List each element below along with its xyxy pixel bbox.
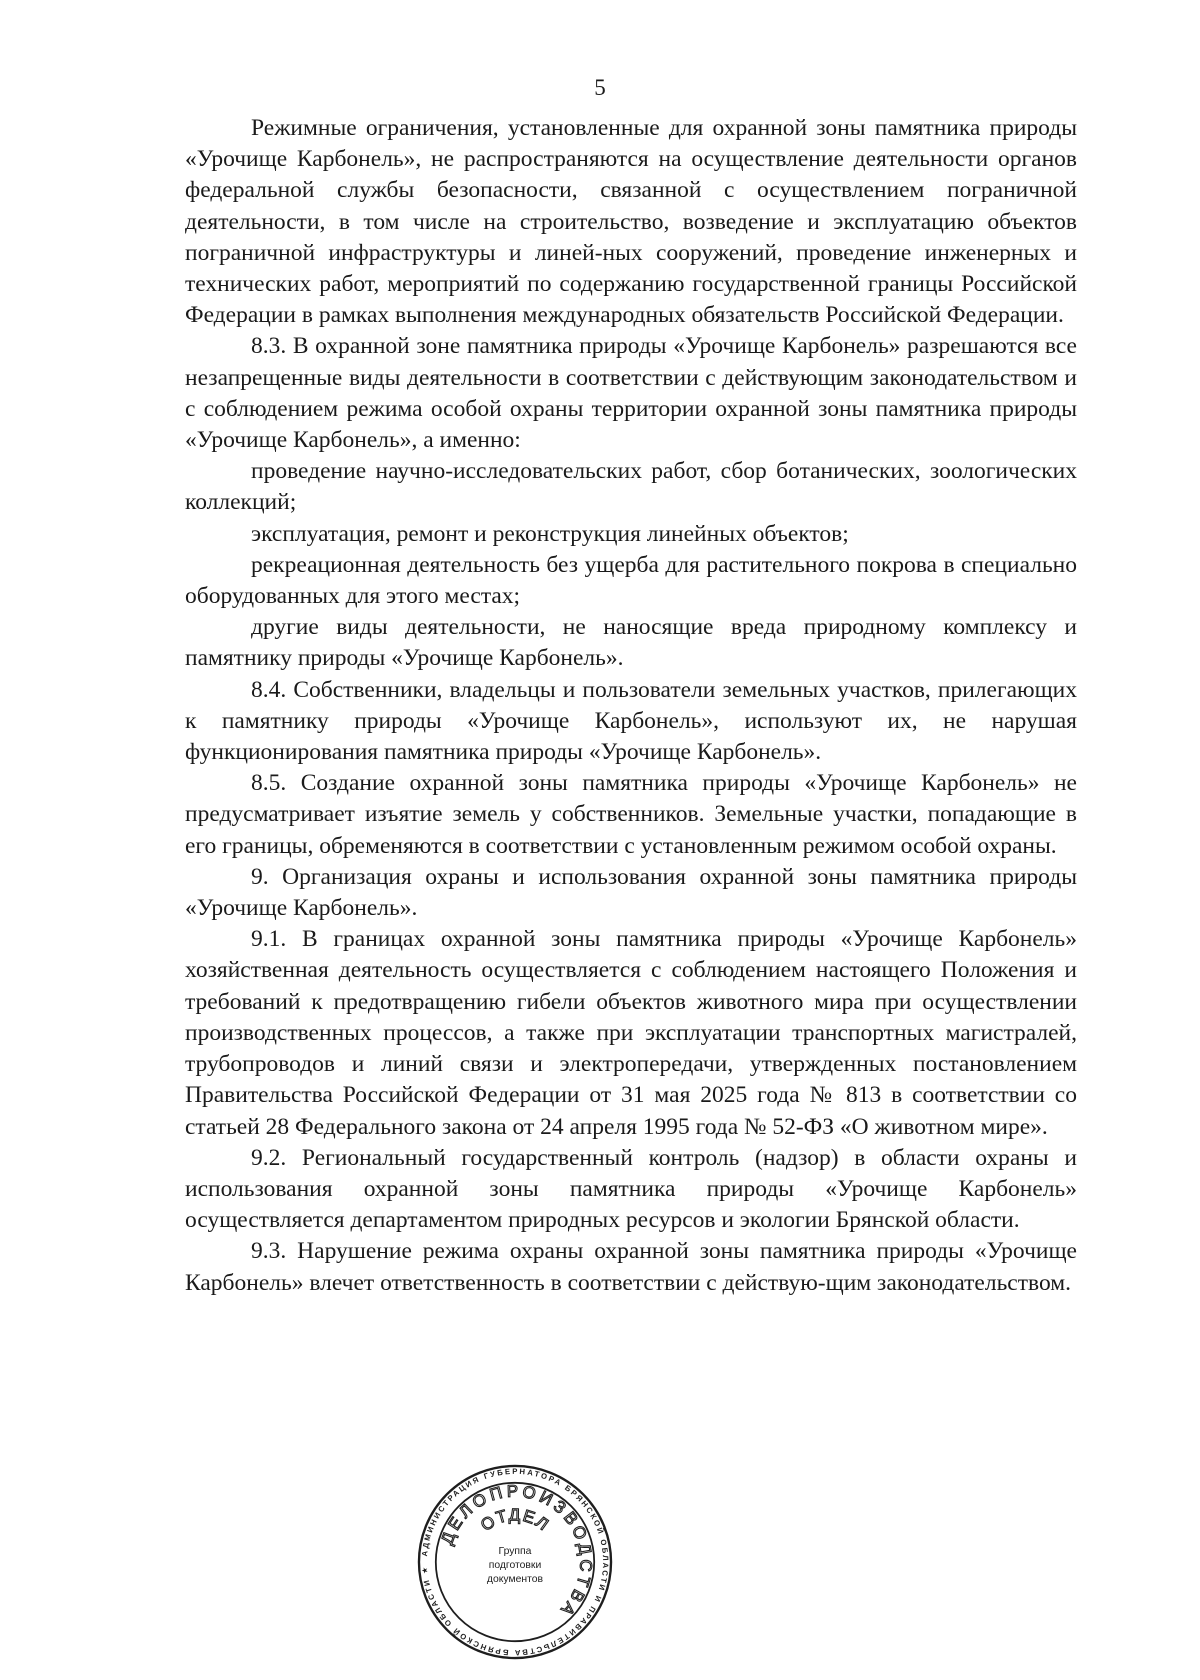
paragraph-9-1: 9.1. В границах охранной зоны памятника природы «Урочище Карбонель» хозяйственная деятельность осуществляется с соблюдением настоящего Положения и требований к предотвращению гибели объектов животного мира при осуществлении производственных процессов, а также при эксплуатации транспортных магистралей, трубопроводов и линий связи и электропередачи, утвержденных постановлением Правительства Российской Федерации от 31 мая 2025 года № 813 в соответствии со статьей 28 Федерального закона от 24 апреля 1995 года № 52-ФЗ «О животном мире».: [185, 926, 1077, 1140]
stamp-center-line-2: подготовки: [488, 1559, 542, 1571]
stamp-ring-word: ДЕЛОПРОИЗВОДСТВА: [437, 1481, 596, 1621]
office-stamp: [416, 1463, 614, 1661]
stamp-ring-text: АДМИНИСТРАЦИЯ ГУБЕРНАТОРА БРЯНСКОЙ ОБЛАСТИ И ПРАВИТЕЛЬСТВА БРЯНСКОЙ ОБЛАСТИ ★: [419, 1466, 611, 1658]
page-number: 5: [594, 75, 606, 100]
paragraph-regime-restrictions: Режимные ограничения, установленные для охранной зоны памятника природы «Урочище Карбонель», не распространяются на осуществление деятельности органов федеральной службы безопасности, связанной с осуществлением пограничной деятельности, в том числе на строительство, возведение и эксплуатацию объектов пограничной инфраструктуры и линей-ных сооружений, проведение инженерных и технических работ, мероприятий по содержанию государственной границы Российской Федерации в рамках выполнения международных обязательств Российской Федерации.: [185, 115, 1077, 329]
stamp-center-line-1: Группа: [498, 1546, 532, 1558]
list-item-research: проведение научно-исследовательских работ, сбор ботанических, зоологических коллекций;: [185, 458, 1077, 516]
paragraph-9-3: 9.3. Нарушение режима охраны охранной зоны памятника природы «Урочище Карбонель» влечет ответственность в соответствии с действую-щим законодательством.: [185, 1238, 1077, 1296]
paragraph-8-4: 8.4. Собственники, владельцы и пользователи земельных участков, прилегающих к памятнику природы «Урочище Карбонель», используют их, не нарушая функционирования памятника природы «Урочище Карбонель».: [185, 676, 1077, 766]
paragraph-8-3: 8.3. В охранной зоне памятника природы «Урочище Карбонель» разрешаются все незапрещенные виды деятельности в соответствии с действующим законодательством и с соблюдением режима особой охраны территории охранной зоны памятника природы «Урочище Карбонель», а именно:: [185, 333, 1077, 454]
list-item-linear-objects: эксплуатация, ремонт и реконструкция линейных объектов;: [251, 520, 849, 547]
paragraph-9: 9. Организация охраны и использования охранной зоны памятника природы «Урочище Карбонель».: [185, 863, 1077, 922]
paragraph-8-5: 8.5. Создание охранной зоны памятника природы «Урочище Карбонель» не предусматривает изъятие земель у собственников. Земельные участки, попадающие в его границы, обременяются в соответствии с установленным режимом особой охраны.: [185, 770, 1077, 859]
list-item-other-activities: другие виды деятельности, не наносящие вреда природному комплексу и памятнику природы «Урочище Карбонель».: [185, 614, 1077, 672]
stamp-center-line-3: документов: [486, 1573, 544, 1585]
stamp-top-word: ОТДЕЛ: [477, 1505, 553, 1535]
list-item-recreation: рекреационная деятельность без ущерба для растительного покрова в специально оборудованных для этого местах;: [185, 551, 1077, 610]
paragraph-9-2: 9.2. Региональный государственный контроль (надзор) в области охраны и использования охранной зоны памятника природы «Урочище Карбонель» осуществляется департаментом природных ресурсов и экологии Брянской области.: [185, 1144, 1077, 1234]
document-body: [185, 113, 1077, 1299]
